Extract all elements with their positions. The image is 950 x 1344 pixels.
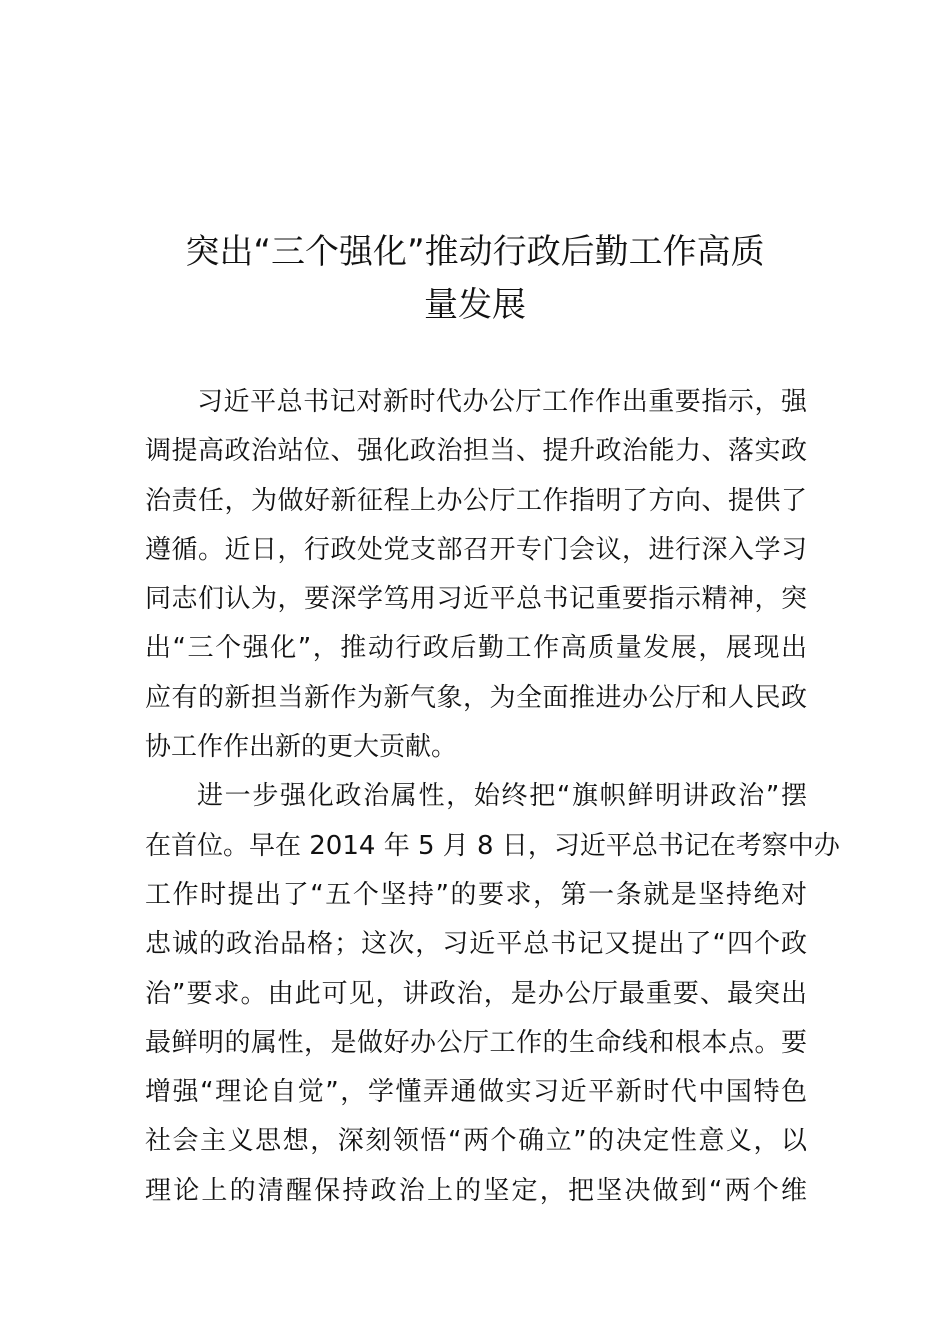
paragraph-line: 增强“理论自觉”，学懂弄通做实习近平新时代中国特色 [145,1077,807,1108]
paragraph-line: 出“三个强化”，推动行政后勤工作高质量发展，展现出 [145,633,807,664]
paragraph-line: 同志们认为，要深学笃用习近平总书记重要指示精神，突 [145,584,807,615]
paragraph-line: 治责任，为做好新征程上办公厅工作指明了方向、提供了 [145,485,807,516]
paragraph-line: 社会主义思想，深刻领悟“两个确立”的决定性意义，以 [145,1126,807,1157]
paragraph-line: 遵循。近日，行政处党支部召开专门会议，进行深入学习 [145,534,807,565]
document-title [145,226,805,332]
paragraph-line: 最鲜明的属性，是做好办公厅工作的生命线和根本点。要 [145,1027,807,1058]
paragraph-line: 应有的新担当新作为新气象，为全面推进办公厅和人民政 [145,682,807,713]
paragraph-line: 理论上的清醒保持政治上的坚定，把坚决做到“两个维 [145,1175,807,1206]
paragraph-line: 工作时提出了“五个坚持”的要求，第一条就是坚持绝对 [145,879,807,910]
paragraph-line: 协工作作出新的更大贡献。 [145,732,458,763]
paragraph-line: 习近平总书记对新时代办公厅工作作出重要指示，强 [197,387,807,417]
paragraph-line: 治”要求。由此可见，讲政治，是办公厅最重要、最突出 [145,978,807,1009]
paragraph-line: 在首位。早在 2014 年 5 月 8 日，习近平总书记在考察中办 [145,830,840,861]
title-line: 突出“三个强化”推动行政后勤工作高质 [185,232,765,272]
document-body [145,378,840,1216]
paragraph-line: 进一步强化政治属性，始终把“旗帜鲜明讲政治”摆 [197,781,807,812]
paragraph-2 [145,772,840,1216]
paragraph-line: 调提高政治站位、强化政治担当、提升政治能力、落实政 [145,436,807,467]
title-line: 量发展 [424,285,526,325]
paragraph-line: 忠诚的政治品格；这次，习近平总书记又提出了“四个政 [145,929,807,960]
paragraph-1 [145,378,807,772]
